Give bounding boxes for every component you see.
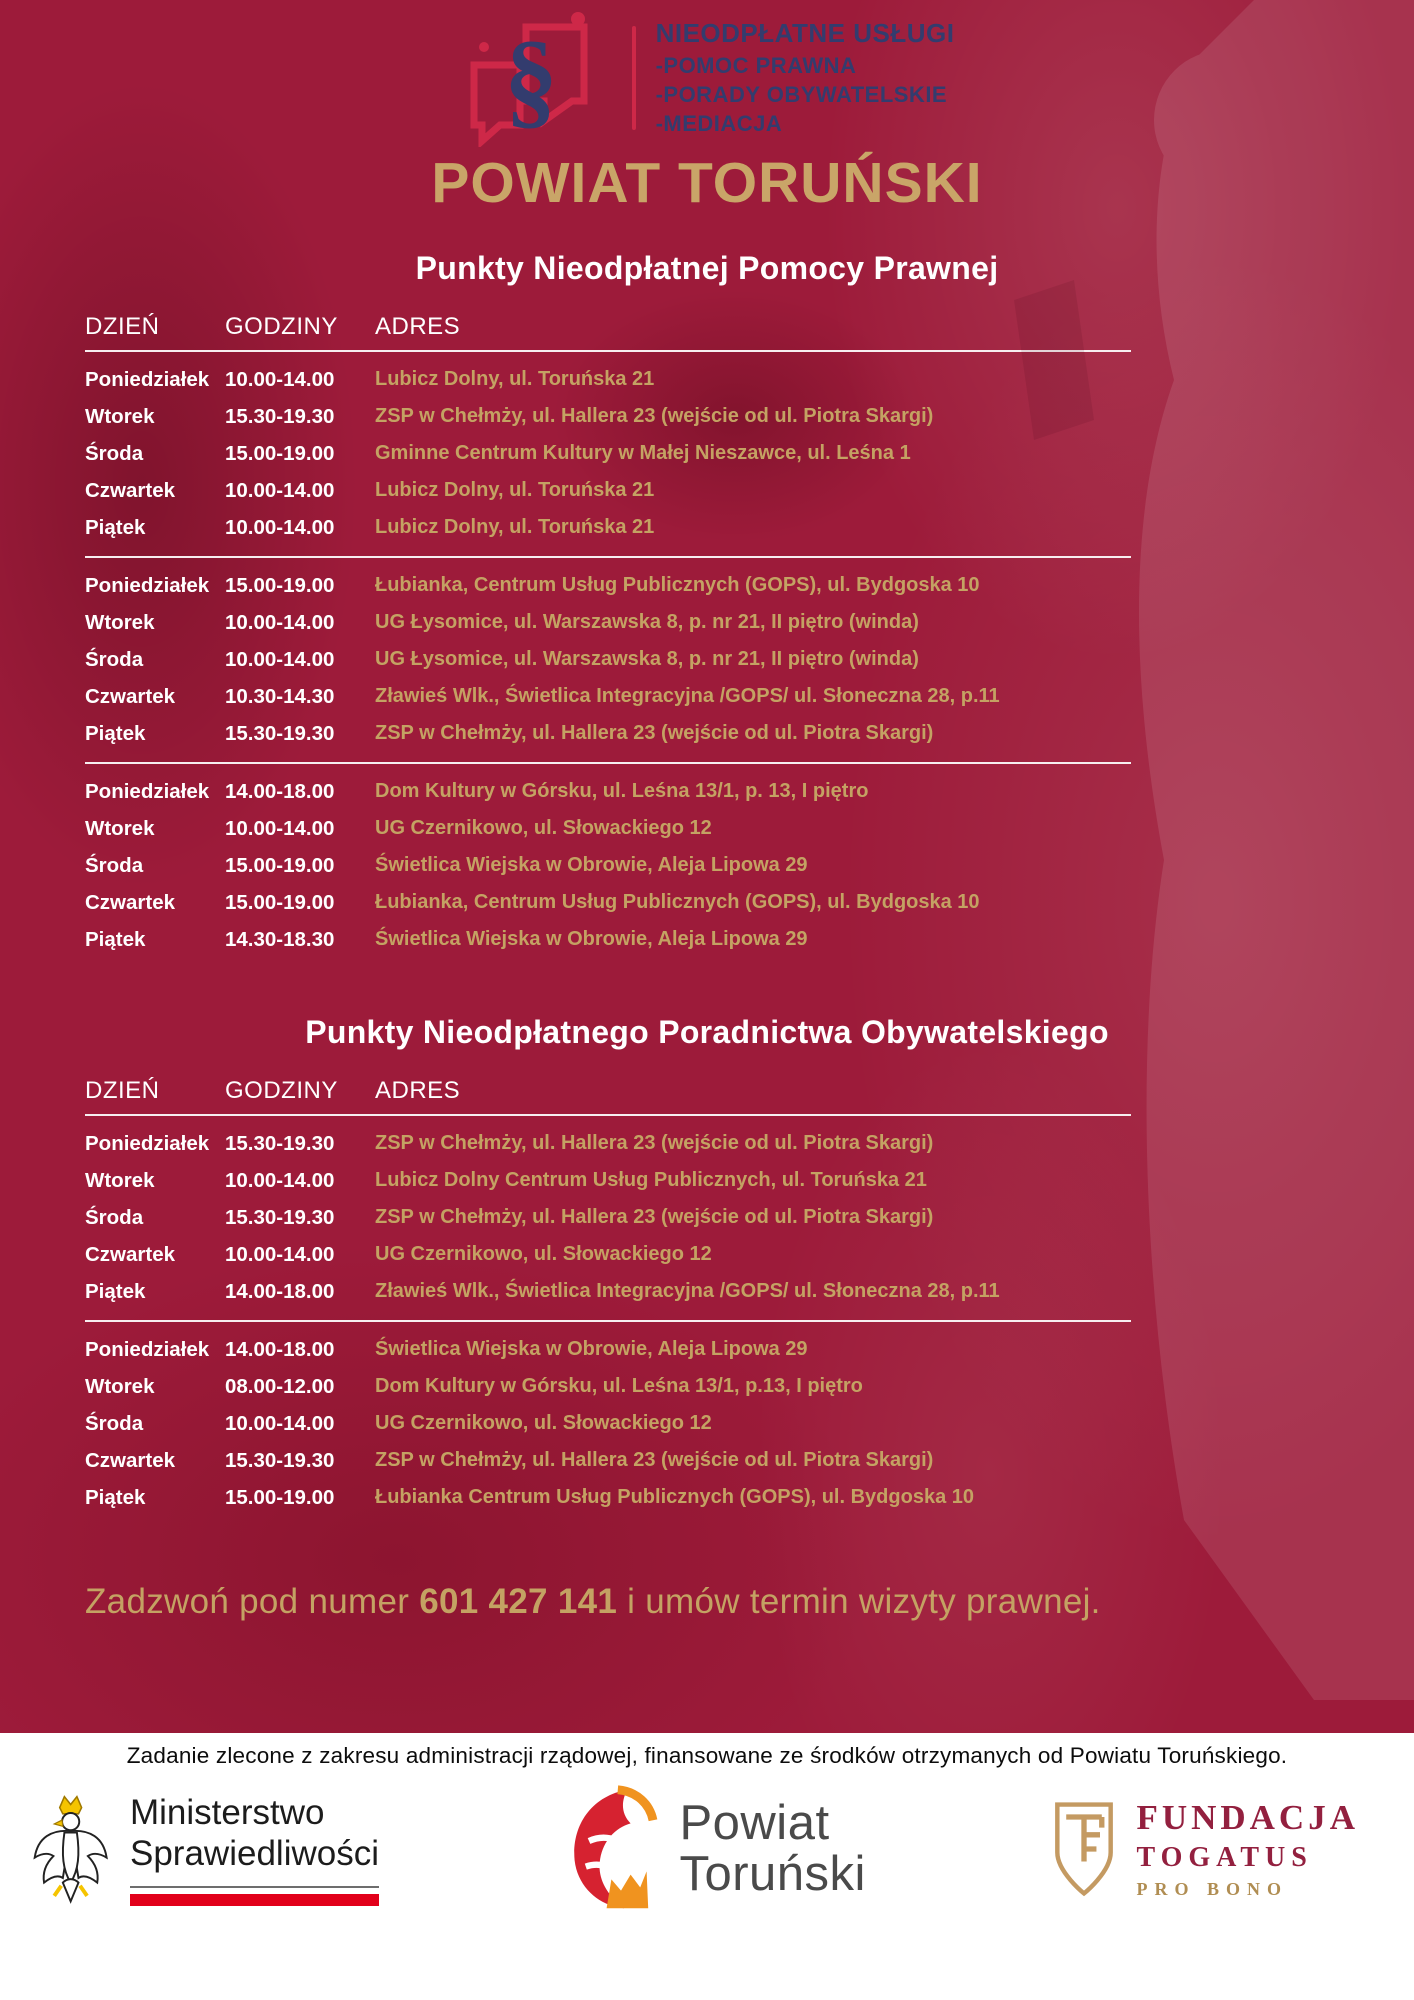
address-cell: UG Czernikowo, ul. Słowackiego 12 [375,1412,712,1434]
brand-line: -MEDIACJA [655,111,783,137]
address-cell: Łubianka Centrum Usług Publicznych (GOPS), ul. Bydgoska 10 [375,1486,974,1508]
powiat-name [679,1798,865,1900]
day-cell: Czwartek [85,891,176,914]
address-cell: Zławieś Wlk., Świetlica Integracyjna /GOPS/ ul. Słoneczna 28, p.11 [375,1280,1000,1302]
table-row [85,509,1131,546]
phone-cta-prefix: Zadzwoń pod numer [85,1582,420,1621]
day-cell: Wtorek [85,1375,155,1398]
address-cell: UG Czernikowo, ul. Słowackiego 12 [375,1243,712,1265]
address-cell: Dom Kultury w Górsku, ul. Leśna 13/1, p. 13, I piętro [375,780,869,802]
brand-line-main: NIEODPŁATNE USŁUGI [655,17,955,48]
table-row [85,1125,1131,1162]
address-cell: Lubicz Dolny, ul. Toruńska 21 [375,368,655,390]
address-cell: ZSP w Chełmży, ul. Hallera 23 (wejście od ul. Piotra Skargi) [375,1132,934,1154]
table-row [85,1405,1131,1442]
brand-divider [632,26,636,130]
ministry-line1: Ministerstwo [130,1792,325,1832]
address-cell: Lubicz Dolny, ul. Toruńska 21 [375,479,655,501]
day-cell: Środa [85,442,144,465]
table-row [85,641,1131,678]
table-row [85,921,1131,958]
day-cell: Czwartek [85,1449,176,1472]
footer-logos [0,1769,1414,1913]
powiat-line1: Powiat [679,1796,830,1851]
hours-cell: 15.30-19.30 [225,722,335,745]
day-cell: Piątek [85,722,146,745]
day-cell: Środa [85,648,144,671]
schedule-block [85,558,1131,764]
table-row [85,398,1131,435]
powiat-torunski-bird-icon [565,1785,661,1913]
table-row [85,1199,1131,1236]
footer [0,1733,1414,2000]
table-row [85,1273,1131,1310]
hours-cell: 15.00-19.00 [225,442,335,465]
day-cell: Poniedziałek [85,574,210,597]
address-cell: Łubianka, Centrum Usług Publicznych (GOPS), ul. Bydgoska 10 [375,574,980,596]
address-cell: UG Łysomice, ul. Warszawska 8, p. nr 21, II piętro (winda) [375,648,919,670]
table-header [85,1077,1131,1116]
civic-counseling-table [85,1077,1131,1526]
phone-number: 601 427 141 [419,1582,618,1621]
ministry-name [130,1792,379,1875]
column-header-hours: GODZINY [225,1077,338,1104]
hours-cell: 10.00-14.00 [225,648,335,671]
table-row [85,1368,1131,1405]
day-cell: Piątek [85,928,146,951]
day-cell: Środa [85,854,144,877]
day-cell: Środa [85,1412,144,1435]
table-row [85,604,1131,641]
hours-cell: 14.00-18.00 [225,780,335,803]
table-row [85,847,1131,884]
section-heading-legal-aid: Punkty Nieodpłatnej Pomocy Prawnej [415,250,999,286]
address-cell: Świetlica Wiejska w Obrowie, Aleja Lipowa 29 [375,928,808,950]
day-cell: Wtorek [85,817,155,840]
hours-cell: 08.00-12.00 [225,1375,335,1398]
table-row [85,810,1131,847]
ministry-line2: Sprawiedliwości [130,1834,379,1873]
hours-cell: 15.30-19.30 [225,1132,335,1155]
table-row [85,435,1131,472]
table-row [85,567,1131,604]
fundacja-line2: TOGATUS [1136,1842,1313,1873]
tf-shield-icon [1052,1799,1116,1899]
address-cell: Łubianka, Centrum Usług Publicznych (GOPS), ul. Bydgoska 10 [375,891,980,913]
schedule-block [85,1322,1131,1526]
table-row [85,1479,1131,1516]
ministry-of-justice-logo [30,1786,379,1912]
address-cell: Świetlica Wiejska w Obrowie, Aleja Lipowa 29 [375,1338,808,1360]
hours-cell: 10.00-14.00 [225,1412,335,1435]
hours-cell: 14.30-18.30 [225,928,335,951]
schedule-block [85,764,1131,968]
column-header-address: ADRES [375,1077,461,1104]
hours-cell: 10.00-14.00 [225,1169,335,1192]
hours-cell: 10.00-14.00 [225,611,335,634]
ministry-red-bar [130,1894,379,1906]
table-row [85,715,1131,752]
polish-eagle-icon [30,1786,116,1912]
hours-cell: 10.00-14.00 [225,368,335,391]
hours-cell: 14.00-18.00 [225,1280,335,1303]
day-cell: Wtorek [85,405,155,428]
powiat-line2: Toruński [679,1847,866,1901]
hours-cell: 15.30-19.30 [225,405,335,428]
footer-disclaimer: Zadanie zlecone z zakresu administracji rządowej, finansowane ze środków otrzymanych od Powiatu Toruńskiego. [126,1743,1288,1768]
brand-line: -PORADY OBYWATELSKIE [655,81,948,107]
hours-cell: 15.30-19.30 [225,1206,335,1229]
legal-aid-table [85,313,1131,968]
day-cell: Poniedziałek [85,368,210,391]
address-cell: Dom Kultury w Górsku, ul. Leśna 13/1, p.13, I piętro [375,1375,863,1397]
phone-cta [85,1582,1329,1622]
table-header [85,313,1131,352]
fundacja-togatus-logo [1052,1798,1359,1900]
day-cell: Poniedziałek [85,1338,210,1361]
day-cell: Czwartek [85,479,176,502]
hours-cell: 15.30-19.30 [225,1449,335,1472]
table-row [85,472,1131,509]
table-row [85,1236,1131,1273]
hours-cell: 15.00-19.00 [225,1486,335,1509]
hours-cell: 10.00-14.00 [225,817,335,840]
hours-cell: 10.30-14.30 [225,685,335,708]
address-cell: Lubicz Dolny Centrum Usług Publicznych, ul. Toruńska 21 [375,1169,927,1191]
address-cell: Zławieś Wlk., Świetlica Integracyjna /GOPS/ ul. Słoneczna 28, p.11 [375,685,1000,707]
hours-cell: 15.00-19.00 [225,854,335,877]
day-cell: Piątek [85,1280,146,1303]
hours-cell: 15.00-19.00 [225,574,335,597]
address-cell: ZSP w Chełmży, ul. Hallera 23 (wejście od ul. Piotra Skargi) [375,1449,934,1471]
table-row [85,1162,1131,1199]
hours-cell: 10.00-14.00 [225,516,335,539]
svg-text:§: § [503,20,558,139]
table-row [85,773,1131,810]
column-header-day: DZIEŃ [85,313,160,340]
hours-cell: 10.00-14.00 [225,1243,335,1266]
brand-header [0,0,1414,144]
brand-line: -POMOC PRAWNA [655,52,857,78]
schedule-block [85,1116,1131,1322]
hours-cell: 14.00-18.00 [225,1338,335,1361]
table-row [85,884,1131,921]
hours-cell: 10.00-14.00 [225,479,335,502]
column-header-address: ADRES [375,313,461,340]
day-cell: Czwartek [85,685,176,708]
day-cell: Poniedziałek [85,1132,210,1155]
hours-cell: 15.00-19.00 [225,891,335,914]
address-cell: ZSP w Chełmży, ul. Hallera 23 (wejście od ul. Piotra Skargi) [375,405,934,427]
fundacja-line3: PRO BONO [1136,1879,1288,1899]
ministry-divider-line [130,1886,379,1888]
day-cell: Wtorek [85,1169,155,1192]
table-row [85,1331,1131,1368]
table-row [85,361,1131,398]
table-row [85,1442,1131,1479]
table-row [85,678,1131,715]
day-cell: Środa [85,1206,144,1229]
day-cell: Wtorek [85,611,155,634]
fundacja-line1: FUNDACJA [1136,1798,1359,1837]
column-header-day: DZIEŃ [85,1077,160,1104]
address-cell: Lubicz Dolny, ul. Toruńska 21 [375,516,655,538]
phone-cta-suffix: i umów termin wizyty prawnej. [617,1582,1101,1621]
paragraph-speech-bubbles-icon [460,9,612,147]
section-heading-civic-counseling: Punkty Nieodpłatnego Poradnictwa Obywatelskiego [305,1014,1109,1050]
brand-text [656,18,955,138]
address-cell: Świetlica Wiejska w Obrowie, Aleja Lipowa 29 [375,854,808,876]
powiat-torunski-logo [565,1785,865,1913]
column-header-hours: GODZINY [225,313,338,340]
address-cell: UG Łysomice, ul. Warszawska 8, p. nr 21, II piętro (winda) [375,611,919,633]
day-cell: Czwartek [85,1243,176,1266]
fundacja-name [1136,1798,1359,1900]
page-title: POWIAT TORUŃSKI [431,151,983,215]
schedule-block [85,352,1131,558]
address-cell: UG Czernikowo, ul. Słowackiego 12 [375,817,712,839]
address-cell: Gminne Centrum Kultury w Małej Nieszawce, ul. Leśna 1 [375,442,911,464]
day-cell: Piątek [85,516,146,539]
address-cell: ZSP w Chełmży, ul. Hallera 23 (wejście od ul. Piotra Skargi) [375,722,934,744]
address-cell: ZSP w Chełmży, ul. Hallera 23 (wejście od ul. Piotra Skargi) [375,1206,934,1228]
day-cell: Piątek [85,1486,146,1509]
day-cell: Poniedziałek [85,780,210,803]
